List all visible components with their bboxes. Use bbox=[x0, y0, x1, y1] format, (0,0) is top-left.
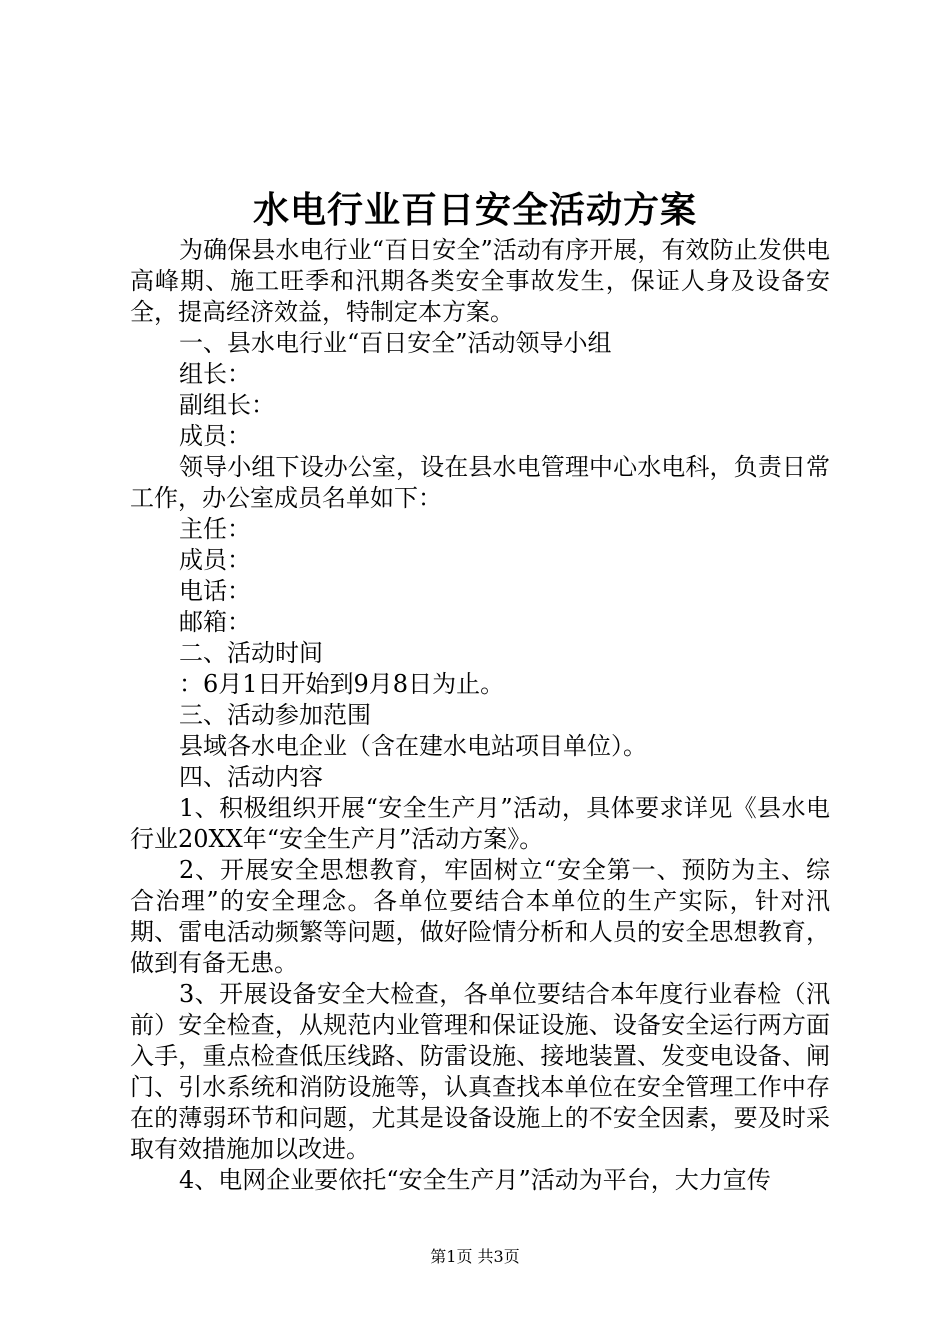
field-email: 邮箱： bbox=[179, 608, 251, 636]
paragraph-office: 领导小组下设办公室，设在县水电管理中心水电科，负责日常工作，办公室成员名单如下： bbox=[130, 453, 830, 512]
paragraph-item-3: 3、开展设备安全大检查，各单位要结合本年度行业春检（汛前）安全检查，从规范内业管理和保证设施、设备安全运行两方面入手，重点检查低压线路、防雷设施、接地装置、发变电设备、闸门、引水系统和消防设施等，认真查找本单位在安全管理工作中存在的薄弱环节和问题，尤其是设备设施上的不安全因素，要及时采取有效措施加以改进。 bbox=[130, 980, 830, 1163]
document-body bbox=[130, 235, 830, 1196]
heading-activity-scope: 三、活动参加范围 bbox=[179, 701, 371, 729]
field-group-leader: 组长： bbox=[179, 360, 251, 388]
field-deputy-leader: 副组长： bbox=[179, 391, 275, 419]
paragraph-item-2: 2、开展安全思想教育，牢固树立“安全第一、预防为主、综合治理”的安全理念。各单位要结合本单位的生产实际，针对汛期、雷电活动频繁等问题，做好险情分析和人员的安全思想教育，做到有备无患。 bbox=[130, 856, 830, 977]
field-members: 成员： bbox=[179, 422, 251, 450]
field-office-members: 成员： bbox=[179, 546, 251, 574]
heading-activity-time: 二、活动时间 bbox=[179, 639, 323, 667]
heading-leadership-group: 一、县水电行业“百日安全”活动领导小组 bbox=[179, 329, 612, 357]
paragraph-item-1: 1、积极组织开展“安全生产月”活动，具体要求详见《县水电行业20XX年“安全生产月”活动方案》。 bbox=[130, 794, 830, 853]
paragraph-item-4: 4、电网企业要依托“安全生产月”活动为平台，大力宣传 bbox=[179, 1166, 771, 1194]
document-title: 水电行业百日安全活动方案 bbox=[252, 189, 697, 231]
field-phone: 电话： bbox=[179, 577, 251, 605]
heading-activity-content: 四、活动内容 bbox=[179, 763, 323, 791]
paragraph-activity-time: ：6月1日开始到9月8日为止。 bbox=[179, 670, 505, 698]
page-footer: 第1页 共3页 bbox=[430, 1247, 520, 1266]
paragraph-intro: 为确保县水电行业“百日安全”活动有序开展，有效防止发供电高峰期、施工旺季和汛期各类安全事故发生，保证人身及设备安全，提高经济效益，特制定本方案。 bbox=[130, 236, 830, 326]
field-director: 主任： bbox=[179, 515, 251, 543]
paragraph-activity-scope: 县域各水电企业（含在建水电站项目单位）。 bbox=[179, 732, 647, 760]
